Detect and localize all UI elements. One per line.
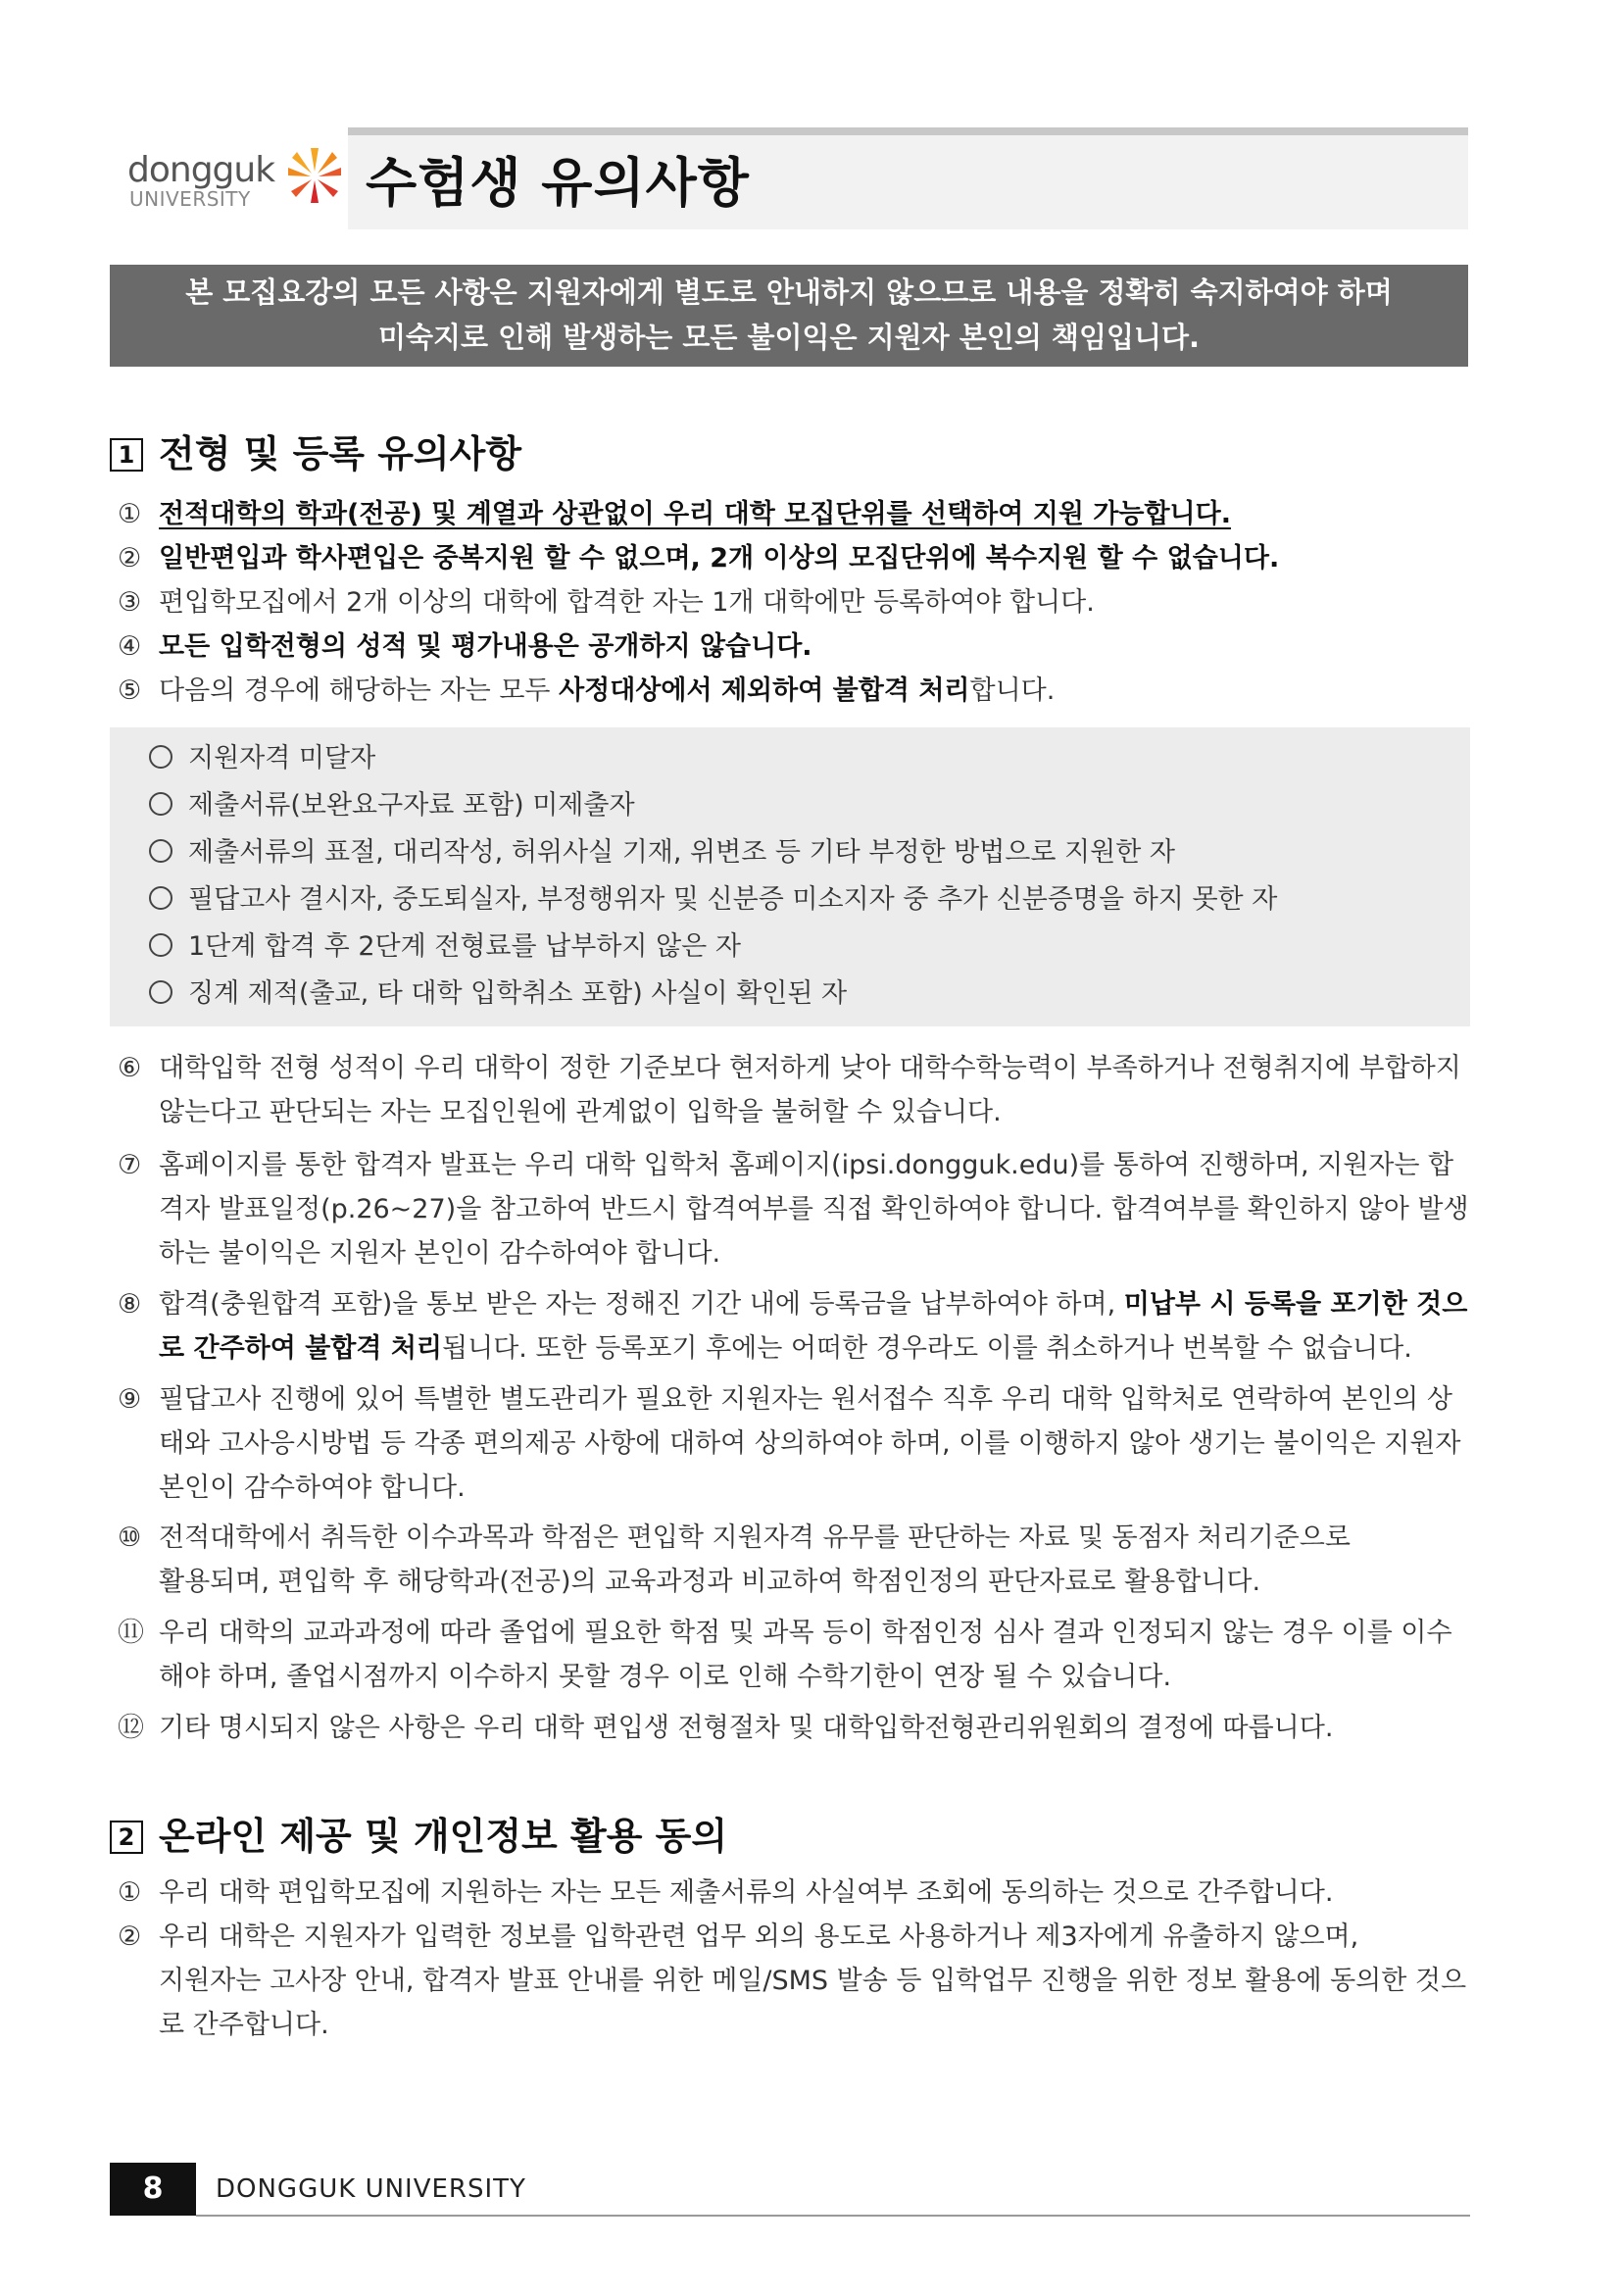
notice-line-2: 미숙지로 인해 발생하는 모든 불이익은 지원자 본인의 책임입니다. [377, 321, 1201, 354]
criteria-item: 징계 제적(출교, 타 대학 입학취소 포함) 사실이 확인된 자 [149, 974, 847, 1014]
circle-bullet-icon [149, 839, 172, 863]
section-2-heading [110, 1812, 727, 1861]
list-item: ⑥ 대학입학 전형 성적이 우리 대학이 정한 기준보다 현저하게 낮아 대학수학능력이 부족하거나 전형취지에 부합하지 않는다고 판단되는 자는 모집인원에 관계없이 입학을 불허할 수 있습니다. [118, 1046, 1470, 1134]
page-number: 8 [110, 2163, 196, 2216]
university-logo [127, 137, 338, 225]
logo-subtext: UNIVERSITY [129, 187, 251, 211]
list-item: ④ 모든 입학전형의 성적 및 평가내용은 공개하지 않습니다. [118, 624, 1470, 669]
page-title: 수험생 유의사항 [366, 152, 750, 214]
criteria-item: 제출서류의 표절, 대리작성, 허위사실 기재, 위변조 등 기타 부정한 방법으로 지원한 자 [149, 833, 1175, 873]
item-text: 편입학모집에서 2개 이상의 대학에 합격한 자는 1개 대학에만 등록하여야 합니다. [159, 587, 1095, 618]
footer-university-name: DONGGUK UNIVERSITY [216, 2174, 526, 2204]
notice-banner [110, 265, 1468, 367]
circle-bullet-icon [149, 745, 172, 769]
list-item: ⑧ 합격(충원합격 포함)을 통보 받은 자는 정해진 기간 내에 등록금을 납부하여야 하며, 미납부 시 등록을 포기한 것으로 간주하여 불합격 처리됩니다. 또한 등록포기 후에는 어떠한 경우라도 이를 취소하거나 번복할 수 없습니다. [118, 1282, 1470, 1371]
list-item: ② 일반편입과 학사편입은 중복지원 할 수 없으며, 2개 이상의 모집단위에 복수지원 할 수 없습니다. [118, 536, 1470, 580]
notice-line-1: 본 모집요강의 모든 사항은 지원자에게 별도로 안내하지 않으므로 내용을 정확히 숙지하여야 하며 [185, 275, 1393, 309]
list-item: ③ 편입학모집에서 2개 이상의 대학에 합격한 자는 1개 대학에만 등록하여야 합니다. [118, 580, 1470, 624]
circle-bullet-icon [149, 933, 172, 957]
circle-bullet-icon [149, 792, 172, 816]
section-title: 전형 및 등록 유의사항 [159, 432, 522, 475]
logo-wordmark: dongguk [127, 150, 275, 190]
item-text: 기타 명시되지 않은 사항은 우리 대학 편입생 전형절차 및 대학입학전형관리위원회의 결정에 따릅니다. [159, 1713, 1334, 1743]
list-item: ⑨ 필답고사 진행에 있어 특별한 별도관리가 필요한 지원자는 원서접수 직후 우리 대학 입학처로 연락하여 본인의 상태와 고사응시방법 등 각종 편의제공 사항에 대하여 상의하여야 하며, 이를 이행하지 않아 생기는 불이익은 지원자 본인이 감수하여야 합니다. [118, 1377, 1470, 1510]
section-number-box: 1 [110, 438, 143, 472]
logo-flame-icon [284, 143, 345, 204]
item-text: 전적대학의 학과(전공) 및 계열과 상관없이 우리 대학 모집단위를 선택하여 지원 가능합니다. [159, 499, 1231, 529]
list-item: ⑩ 전적대학에서 취득한 이수과목과 학점은 편입학 지원자격 유무를 판단하는 자료 및 동점자 처리기준으로 활용되며, 편입학 후 해당학과(전공)의 교육과정과 비교하여 학점인정의 판단자료로 활용합니다. [118, 1516, 1470, 1604]
circle-bullet-icon [149, 886, 172, 910]
item-text: 모든 입학전형의 성적 및 평가내용은 공개하지 않습니다. [159, 631, 812, 662]
item-text: 대학입학 전형 성적이 우리 대학이 정한 기준보다 현저하게 낮아 대학수학능력이 부족하거나 전형취지에 부합하지 않는다고 판단되는 자는 모집인원에 관계없이 입학을 불허할 수 있습니다. [159, 1053, 1461, 1127]
section-number-box: 2 [110, 1821, 143, 1854]
exclusion-criteria-box [110, 727, 1470, 1026]
list-item: ① 전적대학의 학과(전공) 및 계열과 상관없이 우리 대학 모집단위를 선택하여 지원 가능합니다. [118, 492, 1470, 536]
list-item: ⑤ 다음의 경우에 해당하는 자는 모두 사정대상에서 제외하여 불합격 처리합니다. [118, 669, 1470, 713]
criteria-item: 1단계 합격 후 2단계 전형료를 납부하지 않은 자 [149, 927, 741, 967]
list-item: ⑪ 우리 대학의 교과과정에 따라 졸업에 필요한 학점 및 과목 등이 학점인정 심사 결과 인정되지 않는 경우 이를 이수해야 하며, 졸업시점까지 이수하지 못할 경우 이로 인해 수학기한이 연장 될 수 있습니다. [118, 1611, 1470, 1699]
list-item: ① 우리 대학 편입학모집에 지원하는 자는 모든 제출서류의 사실여부 조회에 동의하는 것으로 간주합니다. [118, 1871, 1470, 1915]
item-text: 일반편입과 학사편입은 중복지원 할 수 없으며, 2개 이상의 모집단위에 복수지원 할 수 없습니다. [159, 543, 1280, 574]
criteria-item: 제출서류(보완요구자료 포함) 미제출자 [149, 786, 635, 825]
item-text: 우리 대학 편입학모집에 지원하는 자는 모든 제출서류의 사실여부 조회에 동의하는 것으로 간주합니다. [159, 1877, 1334, 1908]
footer-divider [196, 2215, 1470, 2217]
circle-bullet-icon [149, 980, 172, 1004]
item-text: 우리 대학의 교과과정에 따라 졸업에 필요한 학점 및 과목 등이 학점인정 심사 결과 인정되지 않는 경우 이를 이수해야 하며, 졸업시점까지 이수하지 못할 경우 이로 인해 수학기한이 연장 될 수 있습니다. [159, 1618, 1452, 1692]
item-text: 다음의 경우에 해당하는 자는 모두 사정대상에서 제외하여 불합격 처리합니다. [159, 675, 1056, 706]
section-title: 온라인 제공 및 개인정보 활용 동의 [159, 1815, 728, 1858]
item-text: 홈페이지를 통한 합격자 발표는 우리 대학 입학처 홈페이지(ipsi.dongguk.edu)를 통하여 진행하며, 지원자는 합격자 발표일정(p.26~27)을 참고하여 반드시 합격여부를 직접 확인하여야 합니다. 합격여부를 확인하지 않아 발생하는 불이익은 지원자 본인이 감수하여야 합니다. [159, 1150, 1469, 1269]
item-text: 합격(충원합격 포함)을 통보 받은 자는 정해진 기간 내에 등록금을 납부하여야 하며, 미납부 시 등록을 포기한 것으로 간주하여 불합격 처리됩니다. 또한 등록포기 후에는 어떠한 경우라도 이를 취소하거나 번복할 수 없습니다. [159, 1289, 1468, 1364]
list-item: ⑦ 홈페이지를 통한 합격자 발표는 우리 대학 입학처 홈페이지(ipsi.dongguk.edu)를 통하여 진행하며, 지원자는 합격자 발표일정(p.26~27)을 참고하여 반드시 합격여부를 직접 확인하여야 합니다. 합격여부를 확인하지 않아 발생하는 불이익은 지원자 본인이 감수하여야 합니다. [118, 1143, 1470, 1275]
item-text: 필답고사 진행에 있어 특별한 별도관리가 필요한 지원자는 원서접수 직후 우리 대학 입학처로 연락하여 본인의 상태와 고사응시방법 등 각종 편의제공 사항에 대하여 상의하여야 하며, 이를 이행하지 않아 생기는 불이익은 지원자 본인이 감수하여야 합니다. [159, 1384, 1461, 1503]
criteria-item: 지원자격 미달자 [149, 739, 375, 778]
criteria-item: 필답고사 결시자, 중도퇴실자, 부정행위자 및 신분증 미소지자 중 추가 신분증명을 하지 못한 자 [149, 880, 1277, 920]
item-text: 우리 대학은 지원자가 입력한 정보를 입학관련 업무 외의 용도로 사용하거나 제3자에게 유출하지 않으며, 지원자는 고사장 안내, 합격자 발표 안내를 위한 메일/SMS 발송 등 입학업무 진행을 위한 정보 활용에 동의한 것으로 간주합니다. [159, 1922, 1467, 2040]
list-item: ⑫ 기타 명시되지 않은 사항은 우리 대학 편입생 전형절차 및 대학입학전형관리위원회의 결정에 따릅니다. [118, 1706, 1470, 1750]
item-text: 전적대학에서 취득한 이수과목과 학점은 편입학 지원자격 유무를 판단하는 자료 및 동점자 처리기준으로 활용되며, 편입학 후 해당학과(전공)의 교육과정과 비교하여 학점인정의 판단자료로 활용합니다. [159, 1522, 1351, 1597]
section-1-heading [110, 429, 521, 478]
list-item: ② 우리 대학은 지원자가 입력한 정보를 입학관련 업무 외의 용도로 사용하거나 제3자에게 유출하지 않으며, 지원자는 고사장 안내, 합격자 발표 안내를 위한 메일/SMS 발송 등 입학업무 진행을 위한 정보 활용에 동의한 것으로 간주합니다. [118, 1915, 1470, 2047]
title-bar [348, 127, 1468, 229]
